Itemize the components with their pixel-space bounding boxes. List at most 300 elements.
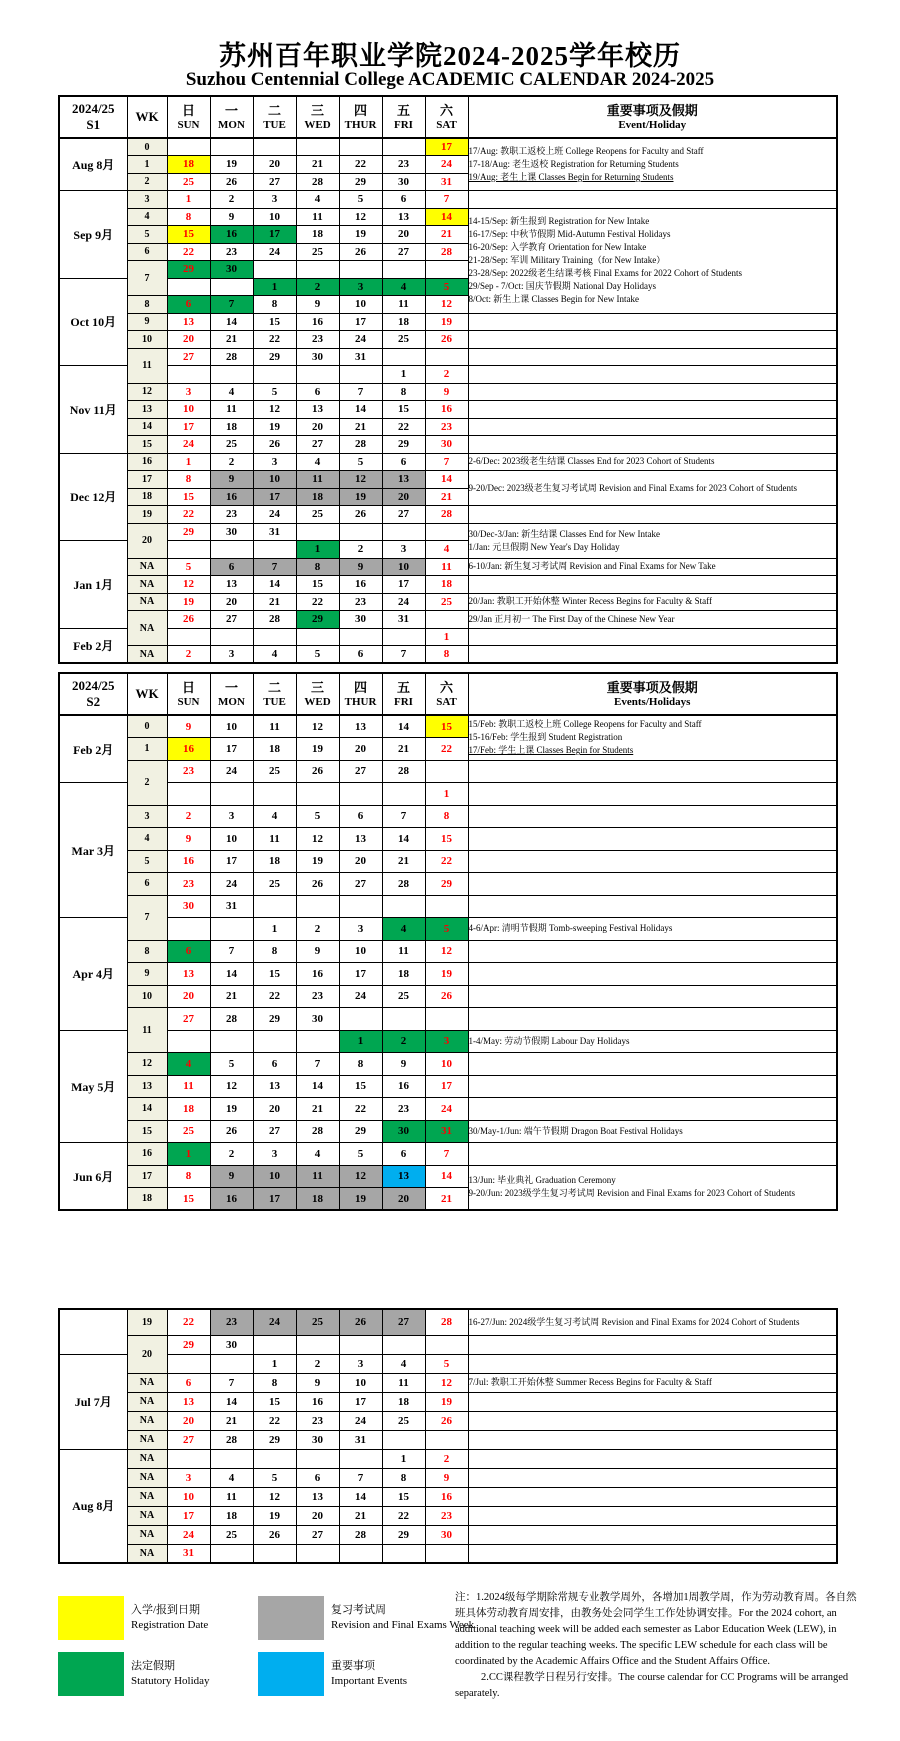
week-number-header: WK [127,96,167,138]
week-number-cell: 13 [127,401,167,419]
day-cell: 13 [296,1487,339,1506]
month-label [59,1309,127,1354]
week-number-cell: 12 [127,1053,167,1076]
day-cell: 3 [382,541,425,559]
week-number-cell: 14 [127,1098,167,1121]
legend-holiday-cn: 法定假期 [131,1660,175,1672]
day-cell: 11 [210,401,253,419]
day-cell: 28 [296,173,339,191]
day-cell: 6 [382,191,425,209]
day-cell: 26 [253,436,296,454]
day-cell: 30 [382,173,425,191]
day-cell: 3 [167,1468,210,1487]
day-cell: 15 [253,313,296,331]
day-cell: 31 [382,611,425,629]
event-text: 30/Dec-3/Jan: 新生结课 Classes End for New Intake [468,528,660,539]
day-cell: 17 [339,963,382,986]
day-cell [425,1430,468,1449]
day-cell: 22 [253,1411,296,1430]
day-cell: 1 [167,1143,210,1166]
day-cell: 3 [339,278,382,296]
day-cell: 10 [210,715,253,738]
week-number-cell: NA [127,576,167,594]
event-cell [468,1030,837,1053]
day-cell: 4 [296,453,339,471]
day-cell: 15 [382,401,425,419]
event-cell [468,611,837,629]
legend-item-registration [58,1596,258,1640]
day-cell [253,366,296,384]
day-cell [382,628,425,646]
day-cell [253,261,296,279]
semester2-calendar-table [58,672,838,1211]
week-number-cell: 1 [127,738,167,761]
event-cell [468,1411,837,1430]
month-label: Aug 8月 [59,1449,127,1563]
month-label: May 5月 [59,1030,127,1143]
event-cell [468,418,837,436]
week-number-cell: 10 [127,985,167,1008]
month-label: Nov 11月 [59,366,127,454]
day-cell: 16 [339,576,382,594]
event-text: 1/Jan: 元旦假期 New Year's Day Holiday [468,541,620,552]
event-cell [468,985,837,1008]
day-cell: 20 [296,418,339,436]
day-cell [425,611,468,629]
day-cell: 14 [425,208,468,226]
day-cell: 9 [425,383,468,401]
day-cell: 18 [382,313,425,331]
day-cell [339,1449,382,1468]
day-cell: 14 [210,313,253,331]
event-cell [468,715,837,760]
day-cell: 7 [339,1468,382,1487]
day-cell: 27 [382,1309,425,1335]
day-cell: 21 [425,226,468,244]
day-cell [167,541,210,559]
day-cell: 25 [167,1120,210,1143]
day-cell: 30 [296,1430,339,1449]
day-cell: 25 [210,1525,253,1544]
day-cell: 28 [339,436,382,454]
day-cell: 11 [253,828,296,851]
day-cell: 9 [167,715,210,738]
day-cell: 4 [253,805,296,828]
day-cell: 22 [382,418,425,436]
day-cell [210,366,253,384]
day-cell: 26 [339,1309,382,1335]
day-cell: 23 [425,418,468,436]
event-cell [468,1309,837,1335]
week-number-cell: 3 [127,191,167,209]
day-cell: 29 [382,1525,425,1544]
week-number-cell: 7 [127,261,167,296]
week-number-cell: NA [127,1392,167,1411]
day-cell: 28 [253,611,296,629]
week-number-cell: NA [127,1544,167,1563]
day-cell: 17 [253,488,296,506]
day-cell: 15 [167,226,210,244]
day-cell: 4 [382,1354,425,1373]
day-cell: 26 [425,985,468,1008]
event-cell [468,873,837,896]
day-cell: 5 [296,805,339,828]
day-cell [296,1449,339,1468]
page-title-english: Suzhou Centennial College ACADEMIC CALENDAR 2024-2025 [185,69,715,90]
week-number-cell: 18 [127,488,167,506]
day-cell: 15 [296,576,339,594]
day-cell: 10 [253,208,296,226]
month-label: Jan 1月 [59,541,127,629]
event-text: 15/Feb: 教职工返校上班 College Reopens for Faculty and Staff [468,719,702,730]
day-cell [425,523,468,541]
day-cell: 6 [296,383,339,401]
day-cell: 30 [210,1335,253,1354]
day-cell [253,1030,296,1053]
day-cell: 30 [339,611,382,629]
day-cell: 3 [253,453,296,471]
day-cell [210,1544,253,1563]
day-cell: 15 [425,828,468,851]
day-cell: 8 [296,558,339,576]
footnotes [455,1590,857,1702]
day-cell: 8 [167,471,210,489]
day-cell: 18 [296,1188,339,1211]
event-text: 17/Aug: 教职工返校上班 College Reopens for Faculty and Staff [468,146,704,156]
day-cell: 31 [425,173,468,191]
day-cell: 27 [167,1008,210,1031]
event-cell [468,1143,837,1166]
day-cell [253,628,296,646]
term-header: 2024/25 S2 [59,673,127,715]
event-text: 23-28/Sep: 2022级老生结课考核 Final Exams for 2022 Cohort of Students [468,268,742,278]
day-cell: 21 [339,1506,382,1525]
day-cell: 20 [253,1098,296,1121]
day-cell: 29 [382,436,425,454]
day-cell [253,1449,296,1468]
day-cell [167,366,210,384]
day-cell: 27 [296,436,339,454]
day-cell [210,628,253,646]
day-cell: 7 [210,1373,253,1392]
day-cell: 12 [296,715,339,738]
day-cell: 9 [382,1053,425,1076]
day-cell: 17 [210,850,253,873]
day-cell: 19 [253,418,296,436]
day-cell: 27 [382,506,425,524]
day-cell [425,1544,468,1563]
event-cell [468,313,837,331]
day-cell: 2 [425,366,468,384]
day-cell: 13 [210,576,253,594]
legend-item-exams [258,1596,488,1640]
day-cell: 17 [425,1075,468,1098]
day-cell: 20 [167,331,210,349]
day-cell: 28 [210,348,253,366]
day-cell: 29 [253,348,296,366]
day-cell: 16 [296,1392,339,1411]
day-cell: 13 [339,715,382,738]
day-cell [253,541,296,559]
day-cell: 23 [210,1309,253,1335]
event-cell [468,1487,837,1506]
day-cell: 24 [339,1411,382,1430]
event-text: 17-18/Aug: 老生返校 Registration for Returning Students [468,159,679,169]
month-label: Mar 3月 [59,783,127,918]
week-number-cell: NA [127,1468,167,1487]
event-cell [468,646,837,664]
day-cell: 31 [339,1430,382,1449]
day-cell: 21 [253,593,296,611]
day-cell: 7 [210,296,253,314]
day-cell [210,278,253,296]
day-cell: 27 [339,873,382,896]
day-cell: 29 [253,1430,296,1449]
day-cell [167,1354,210,1373]
day-cell [382,523,425,541]
day-cell: 2 [210,453,253,471]
event-cell [468,628,837,646]
day-cell: 4 [210,1468,253,1487]
day-cell: 17 [167,1506,210,1525]
day-header-thur: 四 THUR [339,673,382,715]
day-cell: 28 [296,1120,339,1143]
event-cell [468,366,837,384]
day-cell: 5 [253,1468,296,1487]
event-text: 29/Sep - 7/Oct: 国庆节假期 National Day Holidays [468,281,656,291]
day-cell: 16 [210,1188,253,1211]
day-cell: 1 [425,628,468,646]
day-cell: 24 [253,1309,296,1335]
event-cell [468,1053,837,1076]
day-cell [382,1544,425,1563]
day-cell [296,1335,339,1354]
day-cell: 2 [167,646,210,664]
week-number-cell: 0 [127,715,167,738]
legend-events-cn: 重要事项 [331,1660,375,1672]
week-number-cell: NA [127,1487,167,1506]
week-number-cell: 12 [127,383,167,401]
week-number-cell: 8 [127,940,167,963]
week-number-header: WK [127,673,167,715]
day-cell: 7 [339,383,382,401]
event-cell [468,383,837,401]
month-label: Oct 10月 [59,278,127,366]
day-cell [210,1449,253,1468]
day-cell: 19 [167,593,210,611]
day-cell: 22 [167,506,210,524]
day-cell: 26 [425,1411,468,1430]
registration-color-swatch [58,1596,124,1640]
day-cell: 13 [167,313,210,331]
event-cell [468,576,837,594]
event-text: 13/Jun: 毕业典礼 Graduation Ceremony [468,1175,616,1186]
day-cell: 10 [339,296,382,314]
day-cell: 11 [382,1373,425,1392]
term-header: 2024/25 S1 [59,96,127,138]
day-cell: 23 [296,331,339,349]
day-cell: 22 [382,1506,425,1525]
day-cell: 9 [210,208,253,226]
day-cell: 5 [253,383,296,401]
day-cell: 25 [296,243,339,261]
day-cell: 28 [210,1008,253,1031]
day-cell: 29 [425,873,468,896]
day-cell [339,1335,382,1354]
day-cell: 13 [253,1075,296,1098]
day-cell [339,783,382,806]
day-cell: 28 [382,760,425,783]
day-cell: 29 [167,261,210,279]
month-label: Sep 9月 [59,191,127,279]
day-header-fri: 五 FRI [382,96,425,138]
event-cell [468,828,837,851]
day-cell: 11 [425,558,468,576]
event-text: 20/Jan: 教职工开始休整 Winter Recess Begins for Faculty & Staff [468,596,712,607]
week-number-cell: 13 [127,1075,167,1098]
event-text: 14-15/Sep: 新生报到 Registration for New Intake [468,216,650,226]
day-cell: 5 [210,1053,253,1076]
day-cell [296,366,339,384]
week-number-cell: NA [127,593,167,611]
day-cell: 7 [296,1053,339,1076]
day-cell: 27 [167,348,210,366]
day-cell: 28 [339,1525,382,1544]
day-cell: 1 [253,918,296,941]
day-cell: 30 [210,261,253,279]
day-cell: 20 [253,156,296,174]
day-cell: 26 [425,331,468,349]
day-cell: 19 [296,738,339,761]
day-cell: 7 [382,805,425,828]
day-header-sat: 六 SAT [425,96,468,138]
day-cell: 1 [339,1030,382,1053]
day-cell: 1 [167,191,210,209]
day-cell: 23 [210,243,253,261]
day-cell: 14 [382,715,425,738]
event-text: 19/Aug: 老生上课 Classes Begin for Returning Students [468,172,674,182]
day-cell: 11 [167,1075,210,1098]
week-number-cell: 3 [127,805,167,828]
week-number-cell: 16 [127,453,167,471]
day-cell: 26 [339,243,382,261]
day-cell: 21 [210,331,253,349]
day-cell: 16 [425,1487,468,1506]
day-cell: 13 [382,208,425,226]
day-cell: 27 [253,173,296,191]
week-number-cell: 17 [127,471,167,489]
day-cell [425,760,468,783]
events-color-swatch [258,1652,324,1696]
day-cell: 7 [382,646,425,664]
day-cell [296,1544,339,1563]
event-cell [468,1544,837,1563]
day-cell: 23 [296,985,339,1008]
day-cell: 11 [382,296,425,314]
day-cell: 24 [253,243,296,261]
day-cell: 14 [296,1075,339,1098]
event-cell [468,1120,837,1143]
week-number-cell: NA [127,1430,167,1449]
day-cell: 1 [296,541,339,559]
day-cell: 15 [339,1075,382,1098]
day-cell [167,138,210,156]
day-cell: 6 [253,1053,296,1076]
day-cell [425,1335,468,1354]
day-cell: 1 [253,278,296,296]
week-number-cell: 4 [127,828,167,851]
event-cell [468,558,837,576]
day-cell: 29 [167,523,210,541]
week-number-cell: 1 [127,156,167,174]
day-cell: 25 [253,760,296,783]
day-cell: 2 [210,191,253,209]
event-cell [468,1335,837,1354]
day-cell: 9 [425,1468,468,1487]
day-cell: 31 [339,348,382,366]
day-cell: 14 [425,1165,468,1188]
day-cell [253,138,296,156]
event-cell [468,401,837,419]
day-cell: 23 [167,873,210,896]
day-cell: 24 [253,506,296,524]
day-cell: 4 [296,191,339,209]
event-cell [468,523,837,558]
event-cell [468,1373,837,1392]
day-cell: 5 [425,918,468,941]
day-cell [339,366,382,384]
day-cell: 8 [253,296,296,314]
day-cell: 3 [210,805,253,828]
day-cell: 20 [382,488,425,506]
day-cell: 10 [339,1373,382,1392]
footnote-1: 注：1.2024级每学期除常规专业教学周外，各增加1周教学周，作为劳动教育周。各自然班具体劳动教育周安排，由教务处会同学生工作处协调安排。For the 2024 cohort, an additional teaching week will be added each semester as Labor Education Week (LEW), in addition to the regular teaching weeks. The specific LEW schedule for each class will be coordinated by the Academic Affairs Office and the Student Affairs Office. [455,1592,857,1667]
day-cell: 27 [296,1525,339,1544]
legend-exams-en: Revision and Final Exams Week [331,1619,475,1631]
day-cell: 8 [382,1468,425,1487]
day-cell: 18 [425,576,468,594]
legend [58,1596,488,1696]
day-cell: 30 [167,895,210,918]
event-text: 7/Jul: 教职工开始休整 Summer Recess Begins for Faculty & Staff [468,1377,712,1387]
day-cell: 28 [425,506,468,524]
day-cell: 6 [382,1143,425,1166]
day-cell: 23 [382,156,425,174]
day-cell: 13 [167,963,210,986]
day-cell: 9 [296,940,339,963]
month-label: Feb 2月 [59,628,127,663]
day-cell: 14 [382,828,425,851]
event-cell [468,1468,837,1487]
day-cell: 26 [210,1120,253,1143]
day-cell: 18 [296,488,339,506]
legend-exams-cn: 复习考试周 [331,1604,386,1616]
day-header-mon: 一 MON [210,96,253,138]
day-cell: 10 [210,828,253,851]
day-header-sun: 日 SUN [167,673,210,715]
day-cell: 2 [425,1449,468,1468]
day-cell: 24 [339,985,382,1008]
day-cell: 6 [339,646,382,664]
day-cell: 1 [382,366,425,384]
events-header: 重要事项及假期 Events/Holidays [468,673,837,715]
day-cell: 27 [253,1120,296,1143]
day-cell: 27 [210,611,253,629]
month-label: Feb 2月 [59,715,127,783]
day-cell: 24 [382,593,425,611]
day-cell: 8 [167,1165,210,1188]
event-cell [468,506,837,524]
